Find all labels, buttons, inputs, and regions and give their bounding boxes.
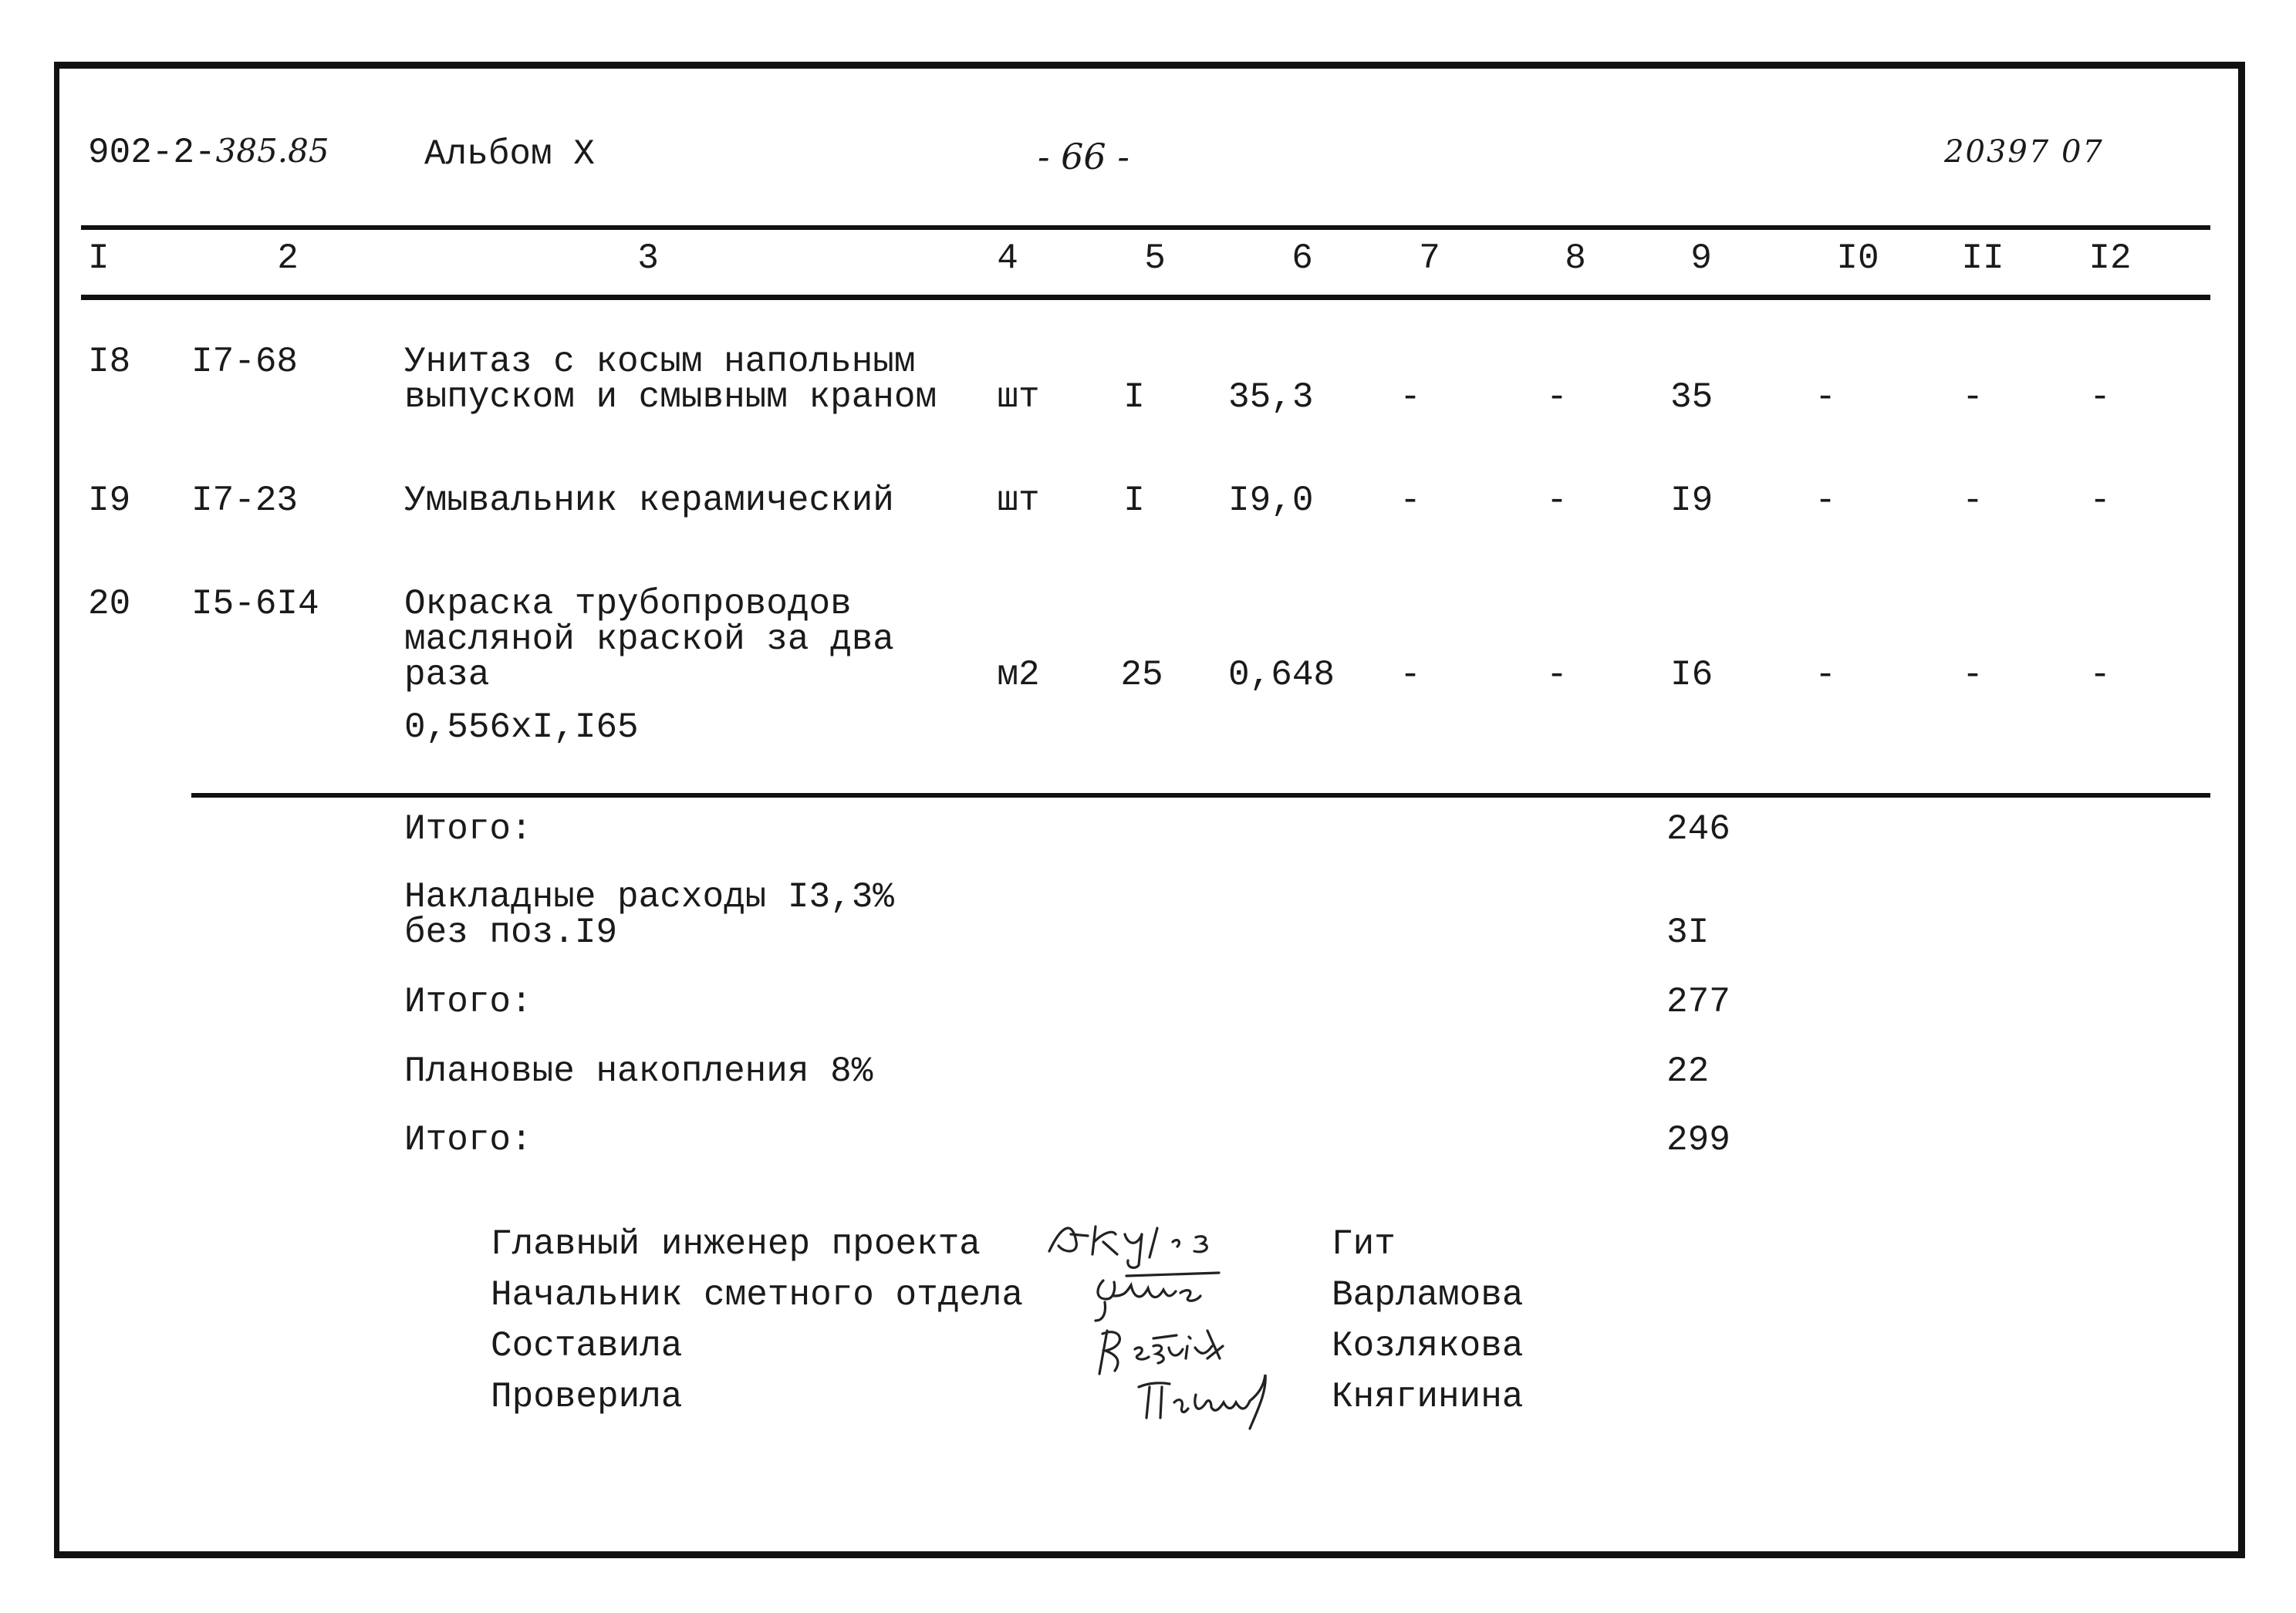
summary-label-line: Накладные расходы I3,3% <box>404 877 894 917</box>
row-quantity: I <box>1123 481 1145 521</box>
row-total: I6 <box>1670 655 1714 695</box>
column-header-10: I0 <box>1836 238 1879 278</box>
row-total: I9 <box>1670 481 1714 521</box>
summary-value: 246 <box>1666 809 1730 849</box>
row-description-line: масляной краской за два <box>404 619 894 660</box>
row-unit: шт <box>997 377 1040 417</box>
row-col11: - <box>1962 377 1984 417</box>
row-code: I5-6I4 <box>191 584 319 624</box>
row-col10: - <box>1815 655 1836 695</box>
row-unit: шт <box>997 481 1040 521</box>
row-col7: - <box>1400 655 1421 695</box>
archive-number: 20397 07 <box>1944 134 2104 170</box>
summary-value: 277 <box>1666 982 1730 1022</box>
column-header-7: 7 <box>1419 238 1440 278</box>
row-formula: 0,556xI,I65 <box>404 707 639 747</box>
row-unit-price: I9,0 <box>1228 481 1314 521</box>
signature-name: Козлякова <box>1332 1326 1524 1366</box>
signature-role: Главный инженер проекта <box>491 1224 981 1264</box>
album-label: Альбом X <box>424 134 595 174</box>
row-col10: - <box>1815 481 1836 521</box>
column-header-4: 4 <box>997 238 1018 278</box>
row-col7: - <box>1400 481 1421 521</box>
row-col12: - <box>2089 377 2111 417</box>
document-code-typed: 902-2- <box>88 133 216 173</box>
row-col12: - <box>2089 481 2111 521</box>
row-total: 35 <box>1670 377 1714 417</box>
signature-role: Начальник сметного отдела <box>491 1275 1024 1315</box>
row-description-line: выпуском и смывным краном <box>404 377 937 417</box>
header-top-rule <box>81 225 2210 230</box>
summary-label: Итого: <box>404 982 532 1022</box>
row-unit-price: 35,3 <box>1228 377 1314 417</box>
row-number: I8 <box>88 342 131 382</box>
summary-value: 299 <box>1666 1120 1730 1160</box>
summary-rule <box>191 793 2210 798</box>
document-code-handwritten: 385.85 <box>215 132 329 170</box>
signature-role: Составила <box>491 1326 683 1366</box>
row-col8: - <box>1546 481 1568 521</box>
column-header-6: 6 <box>1292 238 1313 278</box>
page-number: - 66 - <box>1038 136 1129 177</box>
summary-value: 3I <box>1666 913 1710 953</box>
summary-label: Плановые накопления 8% <box>404 1051 873 1092</box>
row-code: I7-68 <box>191 342 299 382</box>
row-unit-price: 0,648 <box>1228 655 1335 695</box>
summary-label: Итого: <box>404 809 532 849</box>
column-header-12: I2 <box>2088 238 2132 278</box>
summary-label-line: без поз.I9 <box>404 913 618 953</box>
row-col10: - <box>1815 377 1836 417</box>
row-number: I9 <box>88 481 131 521</box>
handwritten-signature-chief-engineer <box>1042 1211 1265 1273</box>
column-header-2: 2 <box>277 238 299 278</box>
signature-name: Варламова <box>1332 1275 1524 1315</box>
column-header-8: 8 <box>1565 238 1586 278</box>
signature-name: Княгинина <box>1332 1377 1524 1417</box>
row-quantity: 25 <box>1120 655 1163 695</box>
document-code <box>88 132 329 173</box>
signature-name: Гит <box>1332 1224 1396 1264</box>
row-quantity: I <box>1123 377 1145 417</box>
signature-role: Проверила <box>491 1377 683 1417</box>
header-bottom-rule <box>81 295 2210 300</box>
column-header-9: 9 <box>1690 238 1712 278</box>
column-header-1: I <box>88 238 110 278</box>
column-header-5: 5 <box>1144 238 1166 278</box>
row-col12: - <box>2089 655 2111 695</box>
row-col7: - <box>1400 377 1421 417</box>
row-col11: - <box>1962 655 1984 695</box>
summary-label: Итого: <box>404 1120 532 1160</box>
row-code: I7-23 <box>191 481 299 521</box>
row-col8: - <box>1546 655 1568 695</box>
column-header-11: II <box>1961 238 2004 278</box>
row-description-line: раза <box>404 655 490 695</box>
row-col11: - <box>1962 481 1984 521</box>
row-col8: - <box>1546 377 1568 417</box>
summary-value: 22 <box>1666 1051 1710 1092</box>
row-description-line: Умывальник керамический <box>404 481 894 521</box>
row-unit: м2 <box>997 655 1040 695</box>
handwritten-signature-checker <box>1134 1364 1335 1441</box>
column-header-3: 3 <box>637 238 659 278</box>
row-description-line: Унитаз с косым напольным <box>404 342 916 382</box>
row-description-line: Окраска трубопроводов <box>404 584 852 624</box>
row-number: 20 <box>88 584 131 624</box>
